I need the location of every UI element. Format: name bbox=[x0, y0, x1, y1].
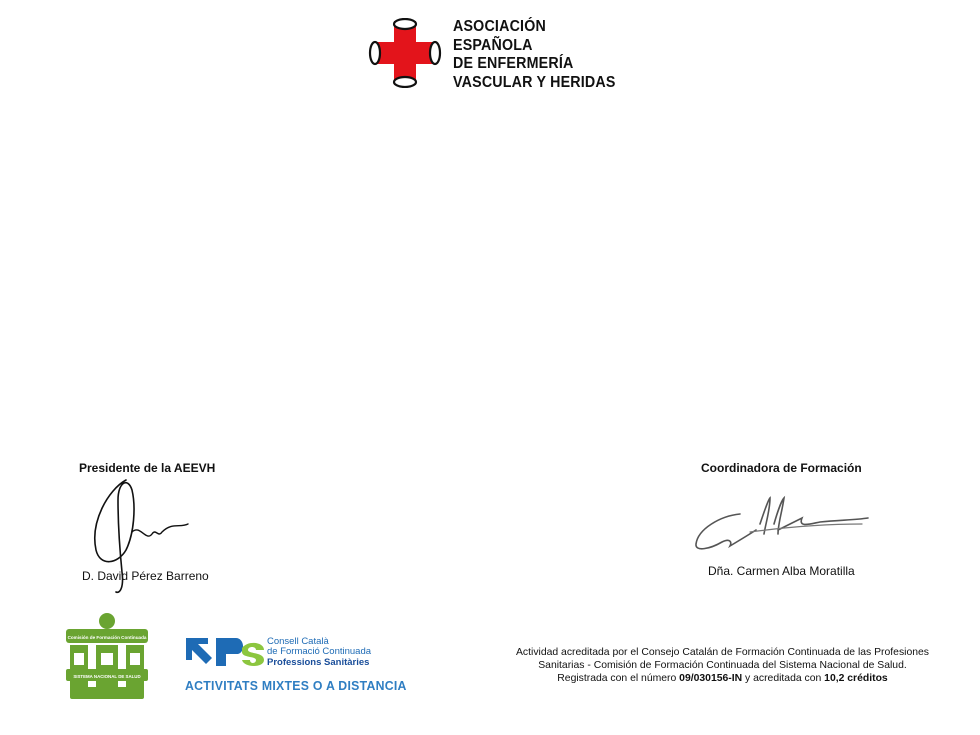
red-cross-logo-icon bbox=[368, 18, 442, 88]
registration-number: 09/030156-IN bbox=[679, 673, 743, 684]
coordinator-name: Dña. Carmen Alba Moratilla bbox=[708, 564, 855, 578]
accreditation-line-3-prefix: Registrada con el número bbox=[557, 673, 680, 684]
sns-continuing-education-logo-icon bbox=[66, 613, 148, 699]
ccfc-logo-line-2: de Formació Continuada bbox=[267, 646, 372, 657]
coordinator-role-label: Coordinadora de Formación bbox=[701, 461, 862, 475]
accreditation-line-2: Sanitarias - Comisión de Formación Continuada del Sistema Nacional de Salud. bbox=[538, 660, 907, 671]
accreditation-line-3 bbox=[490, 672, 955, 685]
organization-name bbox=[453, 18, 616, 92]
ccfc-logo-line-1: Consell Català bbox=[267, 636, 329, 647]
accreditation-line-1: Actividad acreditada por el Consejo Catalán de Formación Continuada de las Profesiones bbox=[516, 647, 929, 658]
org-name-line-3: DE ENFERMERÍA bbox=[453, 55, 574, 72]
org-name-line-1: ASOCIACIÓN bbox=[453, 18, 546, 35]
accreditation-line-3-middle: y acreditada con bbox=[742, 673, 825, 684]
org-name-line-4: VASCULAR Y HERIDAS bbox=[453, 73, 616, 91]
sns-logo-bottom-text: SISTEMA NACIONAL DE SALUD bbox=[73, 674, 141, 679]
coordinator-signature-icon bbox=[690, 494, 870, 556]
org-name-line-2: ESPAÑOLA bbox=[453, 36, 533, 54]
credits-value: 10,2 créditos bbox=[824, 673, 888, 684]
president-name: D. David Pérez Barreno bbox=[82, 569, 209, 583]
sns-logo-top-text: Comisión de Formación Continuada bbox=[67, 635, 147, 640]
president-role-label: Presidente de la AEEVH bbox=[79, 461, 216, 475]
accreditation-notice bbox=[490, 646, 955, 685]
activity-type-banner: ACTIVITATS MIXTES O A DISTANCIA bbox=[185, 678, 407, 693]
ccfc-logo-line-3: Professions Sanitàries bbox=[267, 657, 370, 668]
